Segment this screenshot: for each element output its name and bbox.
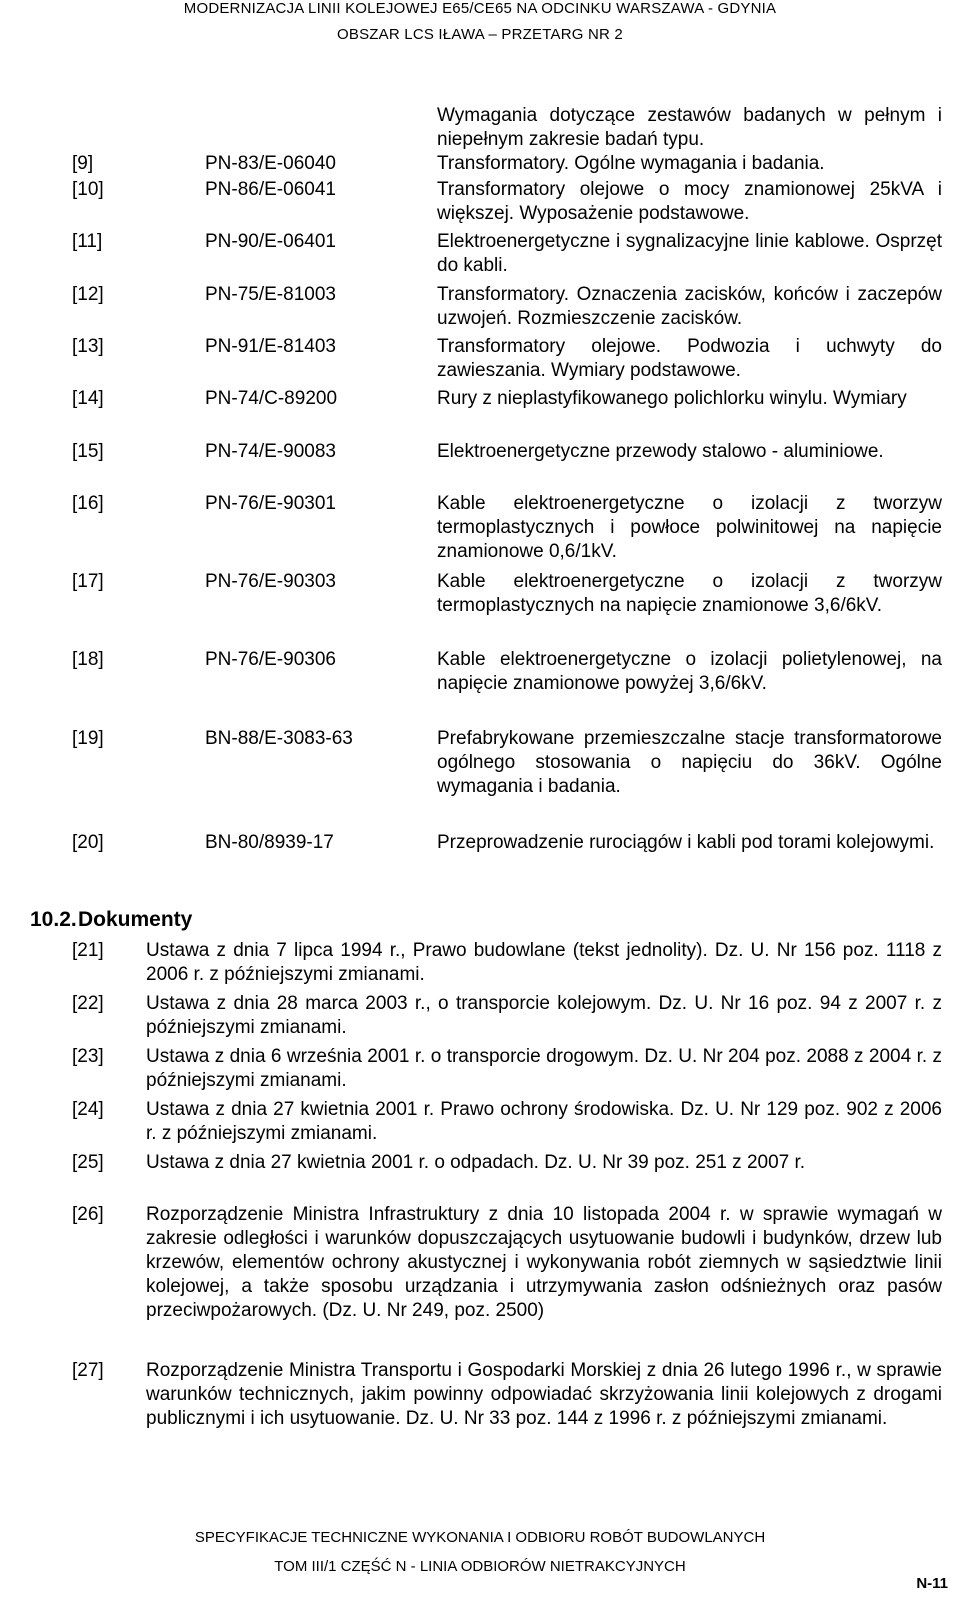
standard-code: PN-86/E-06041 xyxy=(205,179,336,200)
standard-item xyxy=(72,178,942,226)
standard-item xyxy=(72,648,942,696)
document-text: Ustawa z dnia 27 kwietnia 2001 r. Prawo ochrony środowiska. Dz. U. Nr 129 poz. 902 z 2006 r. z późniejszymi zmianami. xyxy=(146,1099,942,1144)
standard-ref: [10] xyxy=(72,179,104,200)
document-item xyxy=(72,1203,942,1323)
standard-item xyxy=(72,570,942,618)
document-ref: [23] xyxy=(72,1046,104,1067)
standard-code: PN-76/E-90301 xyxy=(205,493,336,514)
standard-title: Elektroenergetyczne i sygnalizacyjne linie kablowe. Osprzęt do kabli. xyxy=(437,231,942,276)
standard-item xyxy=(72,440,942,464)
document-text: Ustawa z dnia 27 kwietnia 2001 r. o odpadach. Dz. U. Nr 39 poz. 251 z 2007 r. xyxy=(146,1152,806,1173)
document-item xyxy=(72,1045,942,1093)
standard-ref: [12] xyxy=(72,284,104,305)
standard-ref: [13] xyxy=(72,336,104,357)
standard-ref: [14] xyxy=(72,388,104,409)
standard-item xyxy=(72,727,942,799)
standard-title: Kable elektroenergetyczne o izolacji polietylenowej, na napięcie znamionowe powyżej 3,6/6kV. xyxy=(437,649,942,694)
standard-item xyxy=(72,492,942,564)
section-title: Dokumenty xyxy=(78,908,193,931)
document-ref: [21] xyxy=(72,940,104,961)
standard-title: Kable elektroenergetyczne o izolacji z tworzyw termoplastycznych na napięcie znamionowe 3,6/6kV. xyxy=(437,571,942,616)
section-heading xyxy=(30,908,192,932)
document-text: Ustawa z dnia 6 września 2001 r. o transporcie drogowym. Dz. U. Nr 204 poz. 2088 z 2004 r. z późniejszymi zmianami. xyxy=(146,1046,942,1091)
standard-continuation: Wymagania dotyczące zestawów badanych w pełnym i niepełnym zakresie badań typu. xyxy=(437,105,942,150)
standard-title: Transformatory olejowe o mocy znamionowej 25kVA i większej. Wyposażenie podstawowe. xyxy=(437,179,942,224)
standard-ref: [20] xyxy=(72,832,104,853)
standard-item xyxy=(72,283,942,331)
document-text: Ustawa z dnia 28 marca 2003 r., o transporcie kolejowym. Dz. U. Nr 16 poz. 94 z 2007 r. z późniejszymi zmianami. xyxy=(146,993,942,1038)
standard-item xyxy=(72,831,942,855)
document-ref: [24] xyxy=(72,1099,104,1120)
document-ref: [26] xyxy=(72,1204,104,1225)
standard-ref: [16] xyxy=(72,493,104,514)
standard-code: PN-74/C-89200 xyxy=(205,388,338,409)
standard-title: Prefabrykowane przemieszczalne stacje transformatorowe ogólnego stosowania o napięciu do 36kV. Ogólne wymagania i badania. xyxy=(437,728,942,797)
standard-code: BN-88/E-3083-63 xyxy=(205,728,353,749)
document-text: Rozporządzenie Ministra Transportu i Gospodarki Morskiej z dnia 26 lutego 1996 r., w sprawie warunków technicznych, jakim powinny odpowiadać skrzyżowania linii kolejowych z drogami publicznymi i ich usytuowanie. Dz. U. Nr 33 poz. 144 z 1996 r. z późniejszymi zmianami. xyxy=(146,1360,942,1429)
header-subtitle: OBSZAR LCS IŁAWA – PRZETARG NR 2 xyxy=(337,26,623,43)
document-ref: [27] xyxy=(72,1360,104,1381)
standard-code: BN-80/8939-17 xyxy=(205,832,334,853)
standard-code: PN-91/E-81403 xyxy=(205,336,336,357)
standard-title: Transformatory olejowe. Podwozia i uchwyty do zawieszania. Wymiary podstawowe. xyxy=(437,336,942,381)
document-item xyxy=(72,939,942,987)
standard-title: Rury z nieplastyfikowanego polichlorku winylu. Wymiary xyxy=(437,388,907,409)
footer-title: SPECYFIKACJE TECHNICZNE WYKONANIA I ODBIORU ROBÓT BUDOWLANYCH xyxy=(194,1529,766,1546)
document-text: Rozporządzenie Ministra Infrastruktury z dnia 10 listopada 2004 r. w sprawie wymagań w zakresie odległości i warunków dopuszczających usytuowanie budowli i budynków, drzew lub krzewów, elementów ochrony akustycznej i wykonywania robót ziemnych w sąsiedztwie linii kolejowej, a także sposobu urządzania i utrzymywania zasłon odśnieżnych oraz pasów przeciwpożarowych. (Dz. U. Nr 249, poz. 2500) xyxy=(146,1204,942,1321)
standard-code: PN-76/E-90306 xyxy=(205,649,336,670)
header-title: MODERNIZACJA LINII KOLEJOWEJ E65/CE65 NA ODCINKU WARSZAWA - GDYNIA xyxy=(183,0,777,17)
standard-title: Transformatory. Ogólne wymagania i badania. xyxy=(437,153,825,174)
document-ref: [22] xyxy=(72,993,104,1014)
document-text: Ustawa z dnia 7 lipca 1994 r., Prawo budowlane (tekst jednolity). Dz. U. Nr 156 poz. 1118 z 2006 r. z późniejszymi zmianami. xyxy=(146,940,942,985)
standard-ref: [18] xyxy=(72,649,104,670)
footer-subtitle: TOM III/1 CZĘŚĆ N - LINIA ODBIORÓW NIETRAKCYJNYCH xyxy=(274,1558,686,1575)
standard-code: PN-90/E-06401 xyxy=(205,231,336,252)
standard-ref: [17] xyxy=(72,571,104,592)
standard-ref: [19] xyxy=(72,728,104,749)
standard-ref: [9] xyxy=(72,153,94,174)
standard-item xyxy=(72,387,942,411)
document-item xyxy=(72,992,942,1040)
standard-code: PN-75/E-81003 xyxy=(205,284,336,305)
standard-ref: [15] xyxy=(72,441,104,462)
section-number: 10.2. xyxy=(30,908,77,931)
document-ref: [25] xyxy=(72,1152,104,1173)
standard-item xyxy=(72,152,942,176)
standard-ref: [11] xyxy=(72,231,103,252)
standard-title: Transformatory. Oznaczenia zacisków, końców i zaczepów uzwojeń. Rozmieszczenie zacisków. xyxy=(437,284,942,329)
standard-code: PN-83/E-06040 xyxy=(205,153,336,174)
standard-item xyxy=(72,335,942,383)
document-item xyxy=(72,1359,942,1431)
document-item xyxy=(72,1151,942,1175)
standard-title: Elektroenergetyczne przewody stalowo - aluminiowe. xyxy=(437,441,884,462)
page-number: N-11 xyxy=(916,1575,948,1592)
standard-code: PN-74/E-90083 xyxy=(205,441,336,462)
document-item xyxy=(72,1098,942,1146)
standard-code: PN-76/E-90303 xyxy=(205,571,336,592)
standard-item xyxy=(72,230,942,278)
standard-title: Kable elektroenergetyczne o izolacji z tworzyw termoplastycznych i powłoce polwinitowej na napięcie znamionowe 0,6/1kV. xyxy=(437,493,942,562)
standard-title: Przeprowadzenie rurociągów i kabli pod torami kolejowymi. xyxy=(437,832,935,853)
